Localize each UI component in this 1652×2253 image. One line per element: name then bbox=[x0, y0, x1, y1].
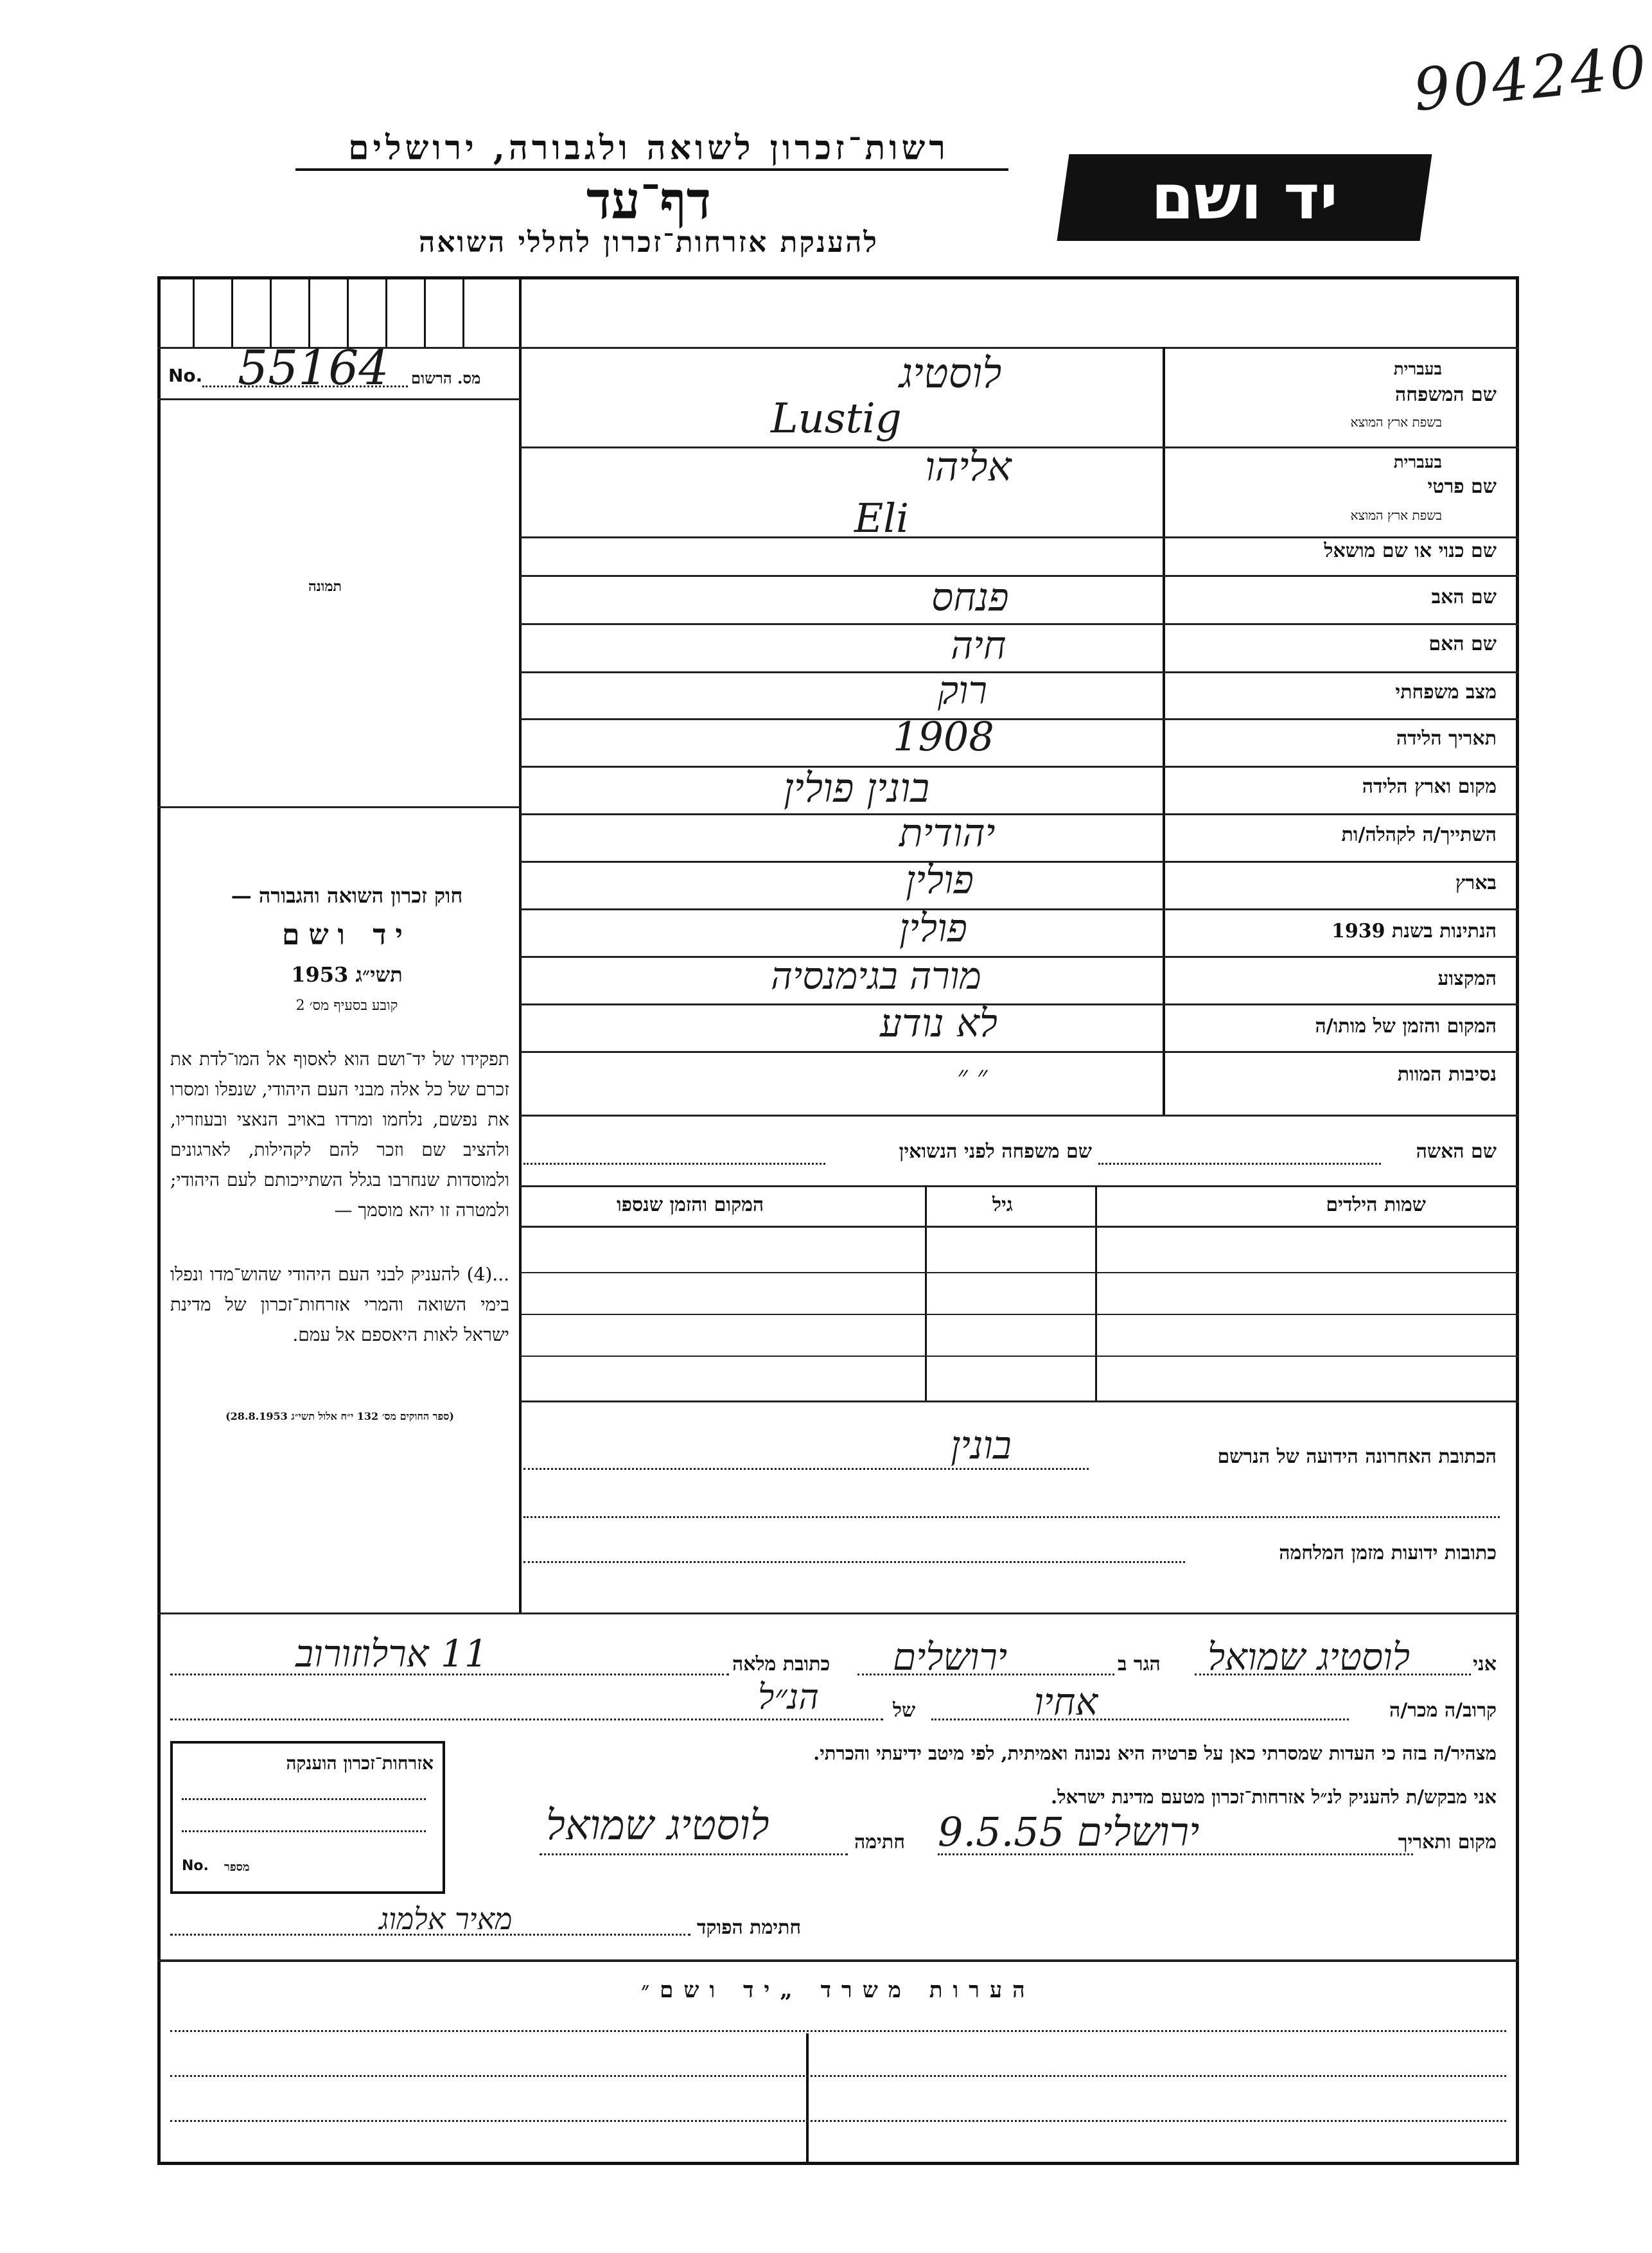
wife-label: שם האשה bbox=[1416, 1140, 1497, 1163]
field-label-marital: מצב משפחתי bbox=[1395, 681, 1497, 703]
relation-label: קרוב/ה מכר/ה bbox=[1389, 1699, 1497, 1722]
value-mother: חיה bbox=[951, 623, 1006, 668]
registration-no-label: No. bbox=[168, 365, 203, 386]
value-surname-hebrew: לוסטיג bbox=[899, 350, 1002, 398]
form-title: דף־עד bbox=[586, 170, 712, 231]
value-given-local: Eli bbox=[854, 495, 909, 542]
law-clause: קובע בסעיף מס׳ 2 bbox=[295, 998, 398, 1014]
field-label-profession: המקצוע bbox=[1437, 967, 1497, 990]
document-number: 904240 bbox=[1410, 33, 1652, 125]
citizenship-box-number-label: מספר bbox=[224, 1860, 250, 1874]
office-notes-title: הערות משרד „יד ושם״ bbox=[641, 1977, 1035, 2003]
request-text: אני מבקש/ת להעניק לנ״ל אזרחות־זכרון מטעם מדינת ישראל. bbox=[1051, 1786, 1497, 1808]
authority-name: רשות־זכרון לשואה ולגבורה, ירושלים bbox=[348, 128, 949, 168]
law-name: יד ושם bbox=[282, 919, 412, 951]
field-label-citizenship: הנתינות בשנת 1939 bbox=[1331, 920, 1497, 942]
officer-signature-label: חתימת הפוקד bbox=[697, 1916, 802, 1939]
children-col-names: שמות הילדים bbox=[1326, 1194, 1426, 1216]
field-label-death-place: המקום והזמן של מותו/ה bbox=[1315, 1015, 1497, 1038]
declarant-name: לוסטיג שמואל bbox=[1208, 1635, 1410, 1679]
field-label-community: השתייך/ה לקהלה/ות bbox=[1341, 824, 1497, 846]
officer-signature-value: מאיר אלמוג bbox=[379, 1902, 513, 1936]
field-label-country: בארץ bbox=[1455, 872, 1497, 894]
value-surname-local: Lustig bbox=[771, 395, 902, 443]
law-paragraph-2: ...(4) להעניק לבני העם היהודי שהוש־מדו ונפלו בימי השואה והמרי אזרחות־זכרון של מדינת ישראל לאות היאספם אל עמם. bbox=[170, 1264, 509, 1345]
field-label-nickname: שם כנוי או שם מושאל bbox=[1324, 540, 1497, 562]
value-death-cause: ״ ״ bbox=[957, 1060, 988, 1093]
declarant-address-label: כתובת מלאה bbox=[732, 1653, 830, 1675]
declaration-text: מצהיר/ה בזה כי העדות שמסרתי כאן על פרטיה היא נכונה ואמיתית, לפי מיטב ידיעתי והכרתי. bbox=[813, 1742, 1497, 1764]
value-citizenship: פולין bbox=[899, 906, 967, 951]
form-subtitle: להענקת אזרחות־זכרון לחללי השואה bbox=[418, 226, 879, 259]
registration-label: מס. הרשום bbox=[411, 369, 481, 387]
declarant-signature: לוסטיג שמואל bbox=[546, 1802, 769, 1850]
field-label-given: שם פרטי bbox=[1427, 475, 1497, 498]
citizenship-box-title: אזרחות־זכרון הוענקה bbox=[286, 1753, 434, 1774]
field-sub-hebrew-surname: בעברית bbox=[1393, 360, 1442, 379]
field-label-surname: שם המשפחה bbox=[1394, 384, 1497, 406]
law-heading: חוק זכרון השואה והגבורה — bbox=[231, 883, 463, 908]
declarant-address: 11 ארלוזורוב bbox=[295, 1632, 488, 1675]
declarant-city: ירושלים bbox=[893, 1635, 1008, 1679]
place-date-value: ירושלים 9.5.55 bbox=[938, 1808, 1200, 1855]
field-label-death-cause: נסיבות המוות bbox=[1397, 1063, 1497, 1086]
yad-vashem-logo bbox=[1057, 154, 1432, 241]
field-label-birthplace: מקום וארץ הלידה bbox=[1362, 775, 1497, 798]
of-value: הנ״ל bbox=[758, 1677, 819, 1717]
last-address-value: בונין bbox=[951, 1423, 1012, 1468]
war-addresses-label: כתובות ידועות מזמן המלחמה bbox=[1279, 1542, 1497, 1564]
field-label-father: שם האב bbox=[1431, 586, 1497, 608]
citizenship-box bbox=[170, 1741, 445, 1894]
value-birthplace: בונין פולין bbox=[784, 764, 930, 811]
relation-value: אחיו bbox=[1034, 1680, 1098, 1724]
value-profession: מורה בגימנסיה bbox=[771, 954, 981, 998]
signature-label: חתימה bbox=[854, 1831, 905, 1853]
photo-label: תמונה bbox=[308, 578, 342, 595]
law-paragraph-1: תפקידו של יד־ושם הוא לאסוף אל המו־לדת את זכרם של כל אלה מבני העם היהודי, שנפלו ומסרו את נפשם, נלחמו ומרדו באויב הנאצי ובעוזריו, ולהציב שם וזכר להם לקהילות, לארגונים ולמוסדות שנחרבו בגלל השתייכותם לעם היהודי; ולמטרה זו יהא מוסמך — bbox=[170, 1048, 509, 1221]
law-year: תשי״ג 1953 bbox=[291, 962, 403, 987]
children-col-place: המקום והזמן שנספו bbox=[617, 1194, 764, 1216]
registration-number: 55164 bbox=[238, 340, 389, 396]
field-label-birthdate: תאריך הלידה bbox=[1396, 727, 1497, 750]
citizenship-box-no-label: No. bbox=[182, 1858, 209, 1874]
wife-maiden-label: שם משפחה לפני הנשואין bbox=[899, 1140, 1092, 1163]
field-sub-local-given: בשפת ארץ המוצא bbox=[1350, 508, 1442, 523]
value-father: פנחס bbox=[931, 575, 1009, 620]
value-given-hebrew: אליהו bbox=[925, 443, 1012, 490]
value-death-place: לא נודע bbox=[880, 1001, 997, 1046]
value-marital: רוק bbox=[938, 668, 987, 713]
field-sub-local-surname: בשפת ארץ המוצא bbox=[1350, 414, 1442, 430]
field-label-mother: שם האם bbox=[1428, 633, 1497, 655]
of-label: של bbox=[893, 1699, 916, 1722]
value-birthdate: 1908 bbox=[893, 713, 994, 760]
children-col-age: גיל bbox=[992, 1194, 1013, 1216]
law-citation: (ספר החוקים מס׳ 132 י״ח אלול תשי״ג 28.8.1953) bbox=[225, 1410, 454, 1422]
place-date-label: מקום ותאריך bbox=[1398, 1831, 1497, 1853]
last-address-label: הכתובת האחרונה הידועה של הנרשם bbox=[1217, 1445, 1497, 1468]
value-community: יהודית bbox=[899, 811, 996, 856]
declarant-i-label: אני bbox=[1473, 1653, 1497, 1675]
value-country: פולין bbox=[906, 858, 974, 903]
field-sub-hebrew-given: בעברית bbox=[1393, 453, 1442, 472]
logo-text: יד ושם bbox=[1151, 161, 1338, 233]
declarant-resides-label: הגר ב bbox=[1118, 1653, 1161, 1675]
